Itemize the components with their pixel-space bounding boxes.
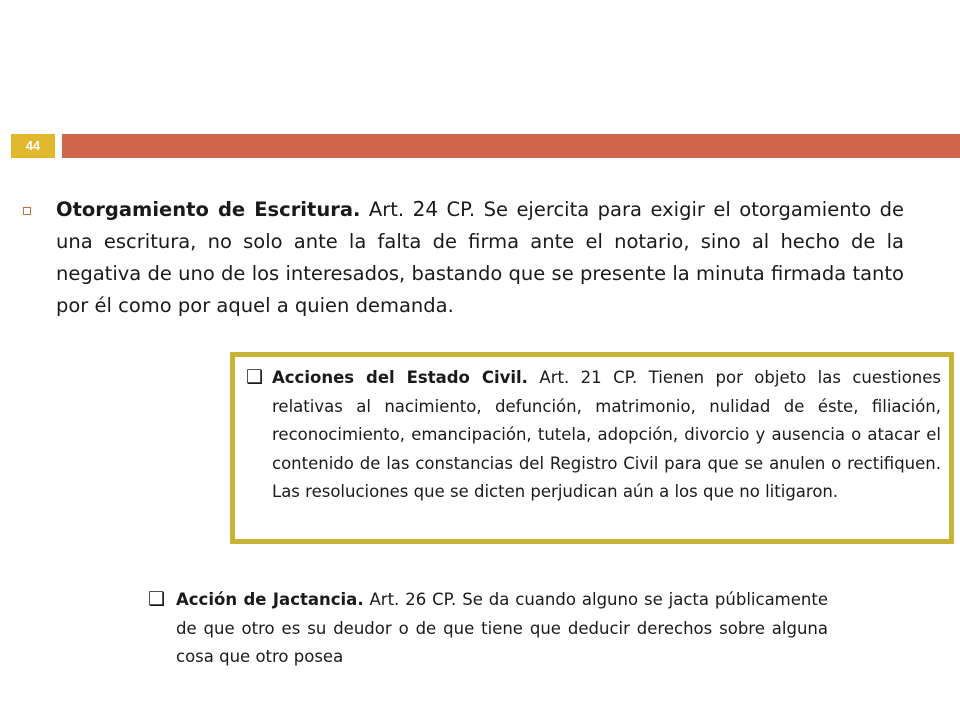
header-bar [62, 134, 960, 158]
item-text: Tienen por objeto las cuestiones relativas al nacimiento, defunción, matrimonio, nulidad de éste, filiación, reconocimiento, emancipación, tutela, adopción, divorcio y ausencia o atacar el contenido de las constancias del Registro Civil para que se anulen o rectifiquen. Las resoluciones que se dicten perjudican aún a los que no litigaron. [272, 368, 941, 501]
item-text: Se da cuando alguno se jacta públicamente de que otro es su deudor o de que tiene que deducir derechos sobre alguna cosa que otro posea [176, 590, 828, 666]
shadowed-square-bullet-icon: ❑ [148, 588, 166, 610]
page-number: 44 [11, 134, 55, 158]
item-estado-civil [272, 364, 941, 507]
item-title: Acción de Jactancia. [176, 590, 364, 609]
item-article: Art. 26 CP. [363, 590, 457, 609]
item-jactancia [176, 586, 828, 672]
item-title: Acciones del Estado Civil. [272, 368, 528, 387]
square-bullet-icon [23, 207, 31, 215]
item-text: Se ejercita para exigir el otorgamiento de una escritura, no solo ante la falta de firma ante el notario, sino al hecho de la negativa de uno de los interesados, bastando que se presente la minuta firmada tanto por él como por aquel a quien demanda. [56, 198, 904, 317]
shadowed-square-bullet-icon: ❑ [246, 366, 264, 388]
item-title: Otorgamiento de Escritura. [56, 198, 361, 221]
item-article: Art. 24 CP. [368, 197, 476, 221]
item-otorgamiento [56, 193, 904, 322]
item-article: Art. 21 CP. [527, 368, 638, 387]
